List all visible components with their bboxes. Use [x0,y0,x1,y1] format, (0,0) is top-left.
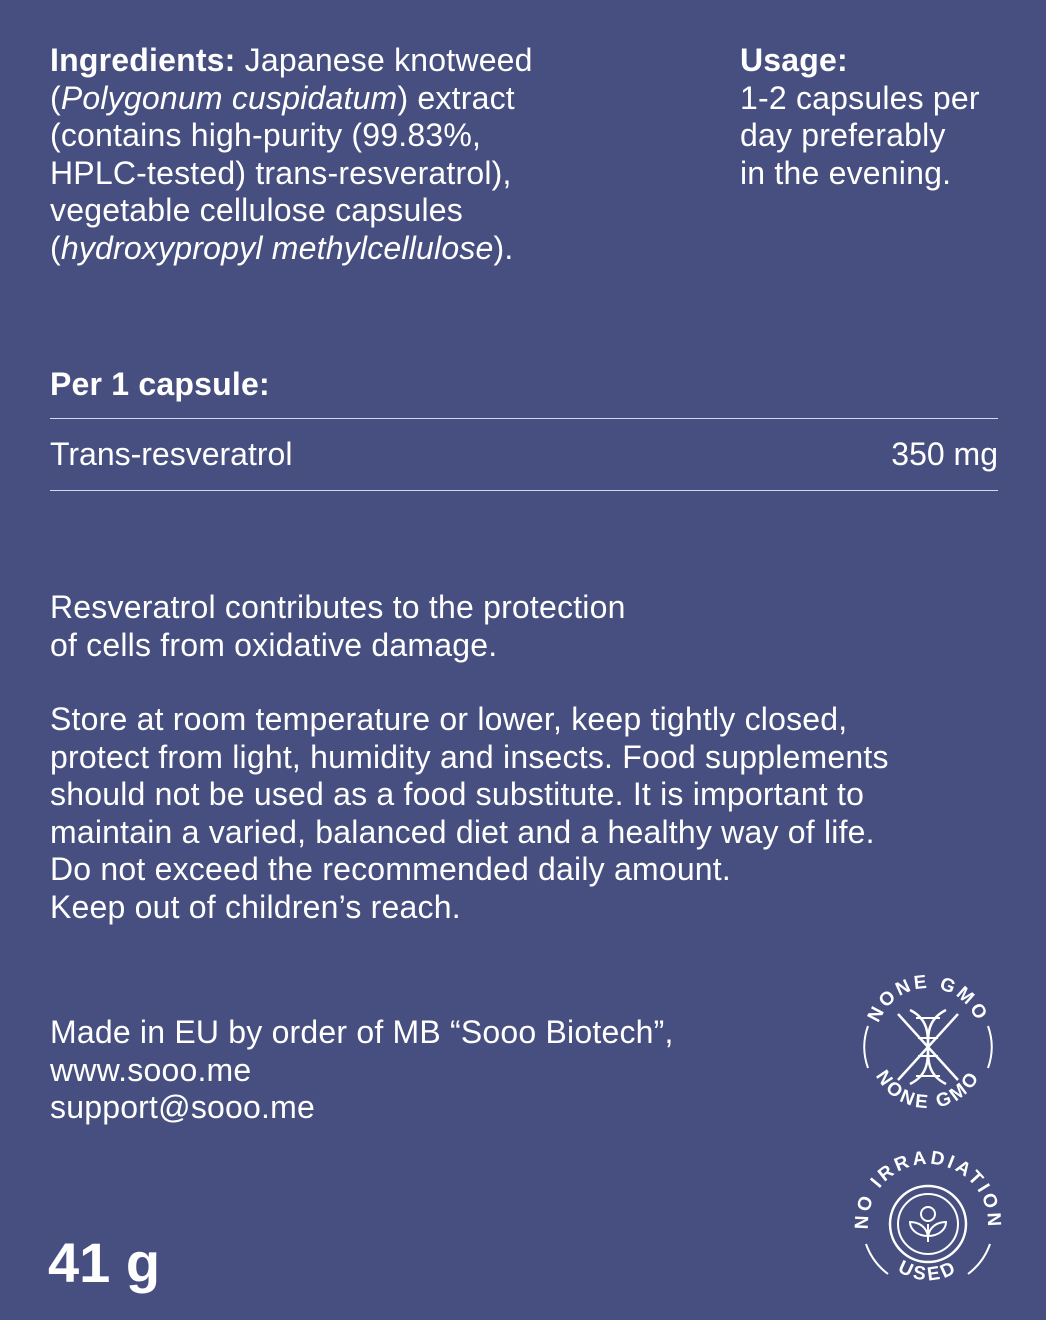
website-link[interactable]: www.sooo.me [50,1051,252,1088]
crossed-dna-icon [858,962,998,1112]
ingredients-text: ) extract [397,79,515,116]
health-claim [50,589,950,664]
nutrient-name: Trans-resveratrol [50,436,293,472]
badge-text-top: NONE GMO [863,971,993,1026]
badge-text-bottom: USED [894,1256,962,1286]
usage-line: day preferably [740,117,946,153]
claim-line: of cells from oxidative damage. [50,626,498,663]
nutrient-amount: 350 mg [891,436,998,472]
ingredients-text: Japanese knotweed [244,42,533,78]
nutrition-row [50,436,998,474]
storage-line: protect from light, humidity and insects. Food supplements [50,738,889,775]
ingredients-text: ). [493,229,514,266]
storage-warnings [50,701,1010,926]
table-divider-top [50,418,998,419]
none-gmo-badge [858,962,998,1112]
storage-line: Store at room temperature or lower, keep tightly closed, [50,701,848,737]
ingredients-line-5: vegetable cellulose capsules [50,192,463,228]
table-divider-bottom [50,490,998,491]
manufacturer-info [50,1014,810,1127]
ingredients-line-3: (contains high-purity (99.83%, [50,117,482,153]
svg-text:NONE GMO [871,1067,985,1112]
support-email-link[interactable]: support@sooo.me [50,1089,315,1125]
ingredients-label: Ingredients: [50,42,236,78]
ingredients-line-4: HPLC-tested) trans-resveratrol), [50,154,512,191]
latin-name: Polygonum cuspidatum [60,79,398,116]
storage-line: Keep out of children’s reach. [50,888,461,925]
usage-line: 1-2 capsules per [740,79,980,116]
no-irradiation-badge [852,1148,1004,1300]
net-weight: 41 g [48,1231,161,1294]
ingredients-line-1 [50,42,690,80]
manufacturer-line: Made in EU by order of MB “Sooo Biotech”, [50,1014,674,1050]
claim-line: Resveratrol contributes to the protection [50,589,626,625]
capsule-material: hydroxypropyl methylcellulose [60,229,494,266]
badge-text-bottom: NONE GMO [871,1066,985,1112]
usage-line: in the evening. [740,154,952,191]
usage-block [740,42,1030,192]
ingredients-line-2: (Polygonum cuspidatum) extract [50,79,515,116]
leaf-in-circle-icon [852,1148,1004,1300]
badge-text-top: NO IRRADIATION [852,1148,1004,1230]
ingredients-block [50,42,690,267]
nutrition-heading: Per 1 capsule: [50,366,270,402]
storage-line: Do not exceed the recommended daily amount. [50,851,731,887]
ingredients-line-6: (hydroxypropyl methylcellulose). [50,229,514,266]
storage-line: should not be used as a food substitute. It is important to [50,776,865,812]
storage-line: maintain a varied, balanced diet and a healthy way of life. [50,813,875,850]
usage-label: Usage: [740,42,848,78]
svg-text:NO IRRADIATION [852,1148,1004,1230]
